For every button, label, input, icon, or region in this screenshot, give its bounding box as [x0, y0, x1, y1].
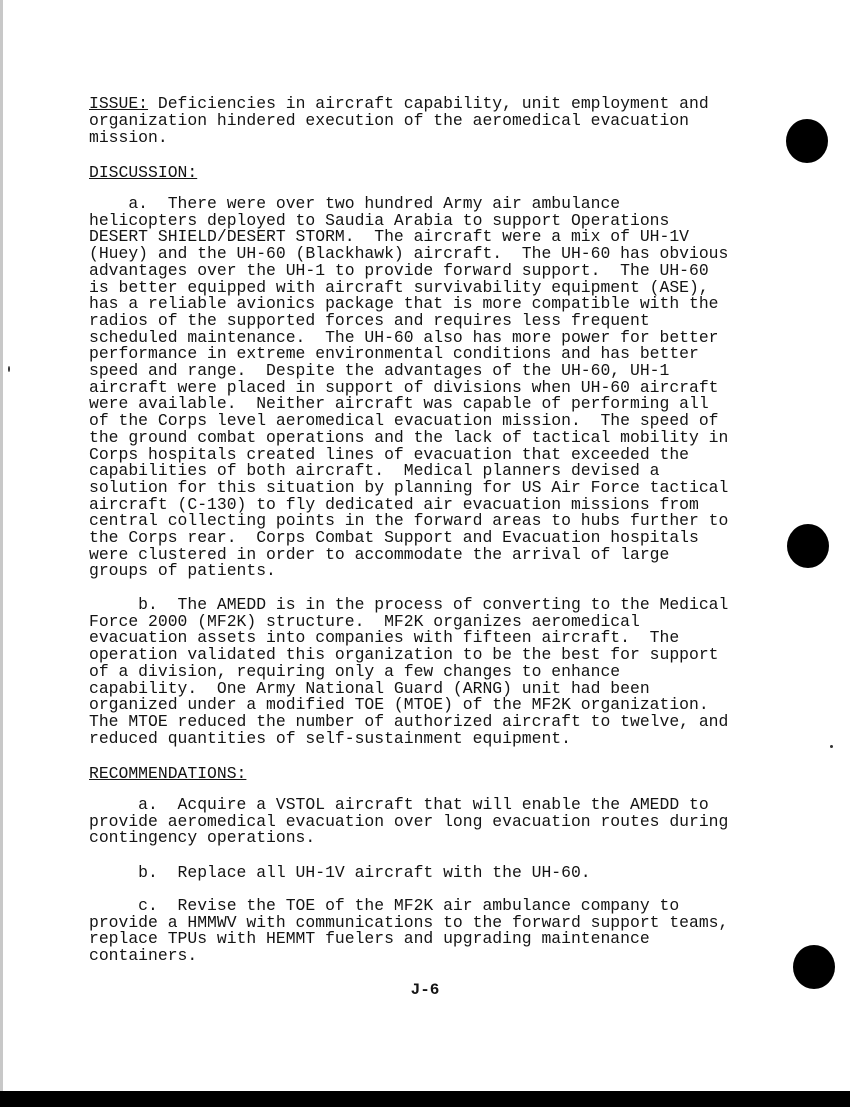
- discussion-a-line: central collecting points in the forward areas to hubs further to: [89, 511, 729, 531]
- discussion-b-line: organized under a modified TOE (MTOE) of the MF2K organization.: [89, 695, 709, 715]
- recommendation-a-line: provide aeromedical evacuation over long evacuation routes during: [89, 811, 729, 831]
- recommendation-c-line: c. Revise the TOE of the MF2K air ambulance company to: [89, 896, 680, 915]
- discussion-a-line: groups of patients.: [89, 561, 276, 581]
- scan-speck: [8, 366, 10, 372]
- discussion-a-line: has a reliable avionics package that is more compatible with the: [89, 294, 719, 314]
- issue-line-3: mission.: [89, 128, 168, 147]
- discussion-a-line: DESERT SHIELD/DESERT STORM. The aircraft were a mix of UH-1V: [89, 227, 689, 247]
- discussion-a-line: capabilities of both aircraft. Medical planners devised a: [89, 461, 660, 481]
- discussion-a-line: solution for this situation by planning for US Air Force tactical: [89, 477, 729, 497]
- recommendation-a-line: a. Acquire a VSTOL aircraft that will enable the AMEDD to: [89, 795, 709, 814]
- page-number: J-6: [410, 981, 440, 999]
- discussion-b-line: reduced quantities of self-sustainment equipment.: [89, 728, 571, 748]
- discussion-b-line: of a division, requiring only a few changes to enhance: [89, 661, 621, 681]
- discussion-a-line: is better equipped with aircraft survivability equipment (ASE),: [89, 277, 709, 297]
- recommendation-b-line: b. Replace all UH-1V aircraft with the UH-60.: [89, 863, 591, 882]
- issue-line-2: organization hindered execution of the aeromedical evacuation: [89, 111, 689, 130]
- discussion-a-line: performance in extreme environmental conditions and has better: [89, 344, 699, 364]
- issue-heading: ISSUE:: [89, 94, 149, 113]
- discussion-a-line: Corps hospitals created lines of evacuation that exceeded the: [89, 444, 689, 464]
- recommendation-c-line: replace TPUs with HEMMT fuelers and upgrading maintenance: [89, 929, 650, 949]
- discussion-a-line: were available. Neither aircraft was capable of performing all: [89, 394, 709, 414]
- discussion-b-line: capability. One Army National Guard (ARNG) unit had been: [89, 678, 650, 698]
- recommendation-c-line: containers.: [89, 946, 198, 966]
- discussion-a-line: were clustered in order to accommodate the arrival of large: [89, 544, 670, 564]
- discussion-a-line: speed and range. Despite the advantages of the UH-60, UH-1: [89, 361, 670, 380]
- discussion-b-line: b. The AMEDD is in the process of converting to the Medical: [89, 595, 729, 614]
- discussion-b-line: operation validated this organization to be the best for support: [89, 645, 719, 665]
- discussion-b-line: evacuation assets into companies with fifteen aircraft. The: [89, 628, 680, 648]
- punch-hole-top: [786, 119, 828, 163]
- discussion-b-line: The MTOE reduced the number of authorized aircraft to twelve, and: [89, 711, 729, 731]
- discussion-a-line: of the Corps level aeromedical evacuation mission. The speed of: [89, 411, 719, 431]
- page-edge: [0, 0, 3, 1107]
- discussion-b-line: Force 2000 (MF2K) structure. MF2K organizes aeromedical: [89, 611, 640, 631]
- discussion-a-line: (Huey) and the UH-60 (Blackhawk) aircraft. The UH-60 has obvious: [89, 244, 729, 264]
- discussion-a-line: scheduled maintenance. The UH-60 also has more power for better: [89, 327, 719, 347]
- recommendations-heading: RECOMMENDATIONS:: [89, 764, 247, 783]
- recommendation-a-line: contingency operations.: [89, 828, 316, 848]
- discussion-a-line: aircraft (C-130) to fly dedicated air evacuation missions from: [89, 494, 699, 514]
- punch-hole-bottom: [793, 945, 835, 989]
- scan-speck: [830, 745, 833, 748]
- issue-text: Deficiencies in aircraft capability, unit employment and: [148, 94, 709, 113]
- issue-line-1: [89, 96, 709, 112]
- scan-bottom-edge: [0, 1091, 850, 1107]
- discussion-a-line: the Corps rear. Corps Combat Support and Evacuation hospitals: [89, 528, 699, 547]
- discussion-a-line: the ground combat operations and the lack of tactical mobility in: [89, 427, 729, 447]
- recommendation-c-line: provide a HMMWV with communications to the forward support teams,: [89, 912, 729, 932]
- discussion-a-line: a. There were over two hundred Army air ambulance: [89, 194, 621, 213]
- punch-hole-middle: [787, 524, 829, 568]
- discussion-a-line: helicopters deployed to Saudia Arabia to support Operations: [89, 210, 670, 230]
- discussion-a-line: aircraft were placed in support of divisions when UH-60 aircraft: [89, 377, 719, 397]
- discussion-heading: DISCUSSION:: [89, 163, 198, 182]
- discussion-a-line: advantages over the UH-1 to provide forward support. The UH-60: [89, 260, 709, 280]
- discussion-a-line: radios of the supported forces and requires less frequent: [89, 310, 650, 330]
